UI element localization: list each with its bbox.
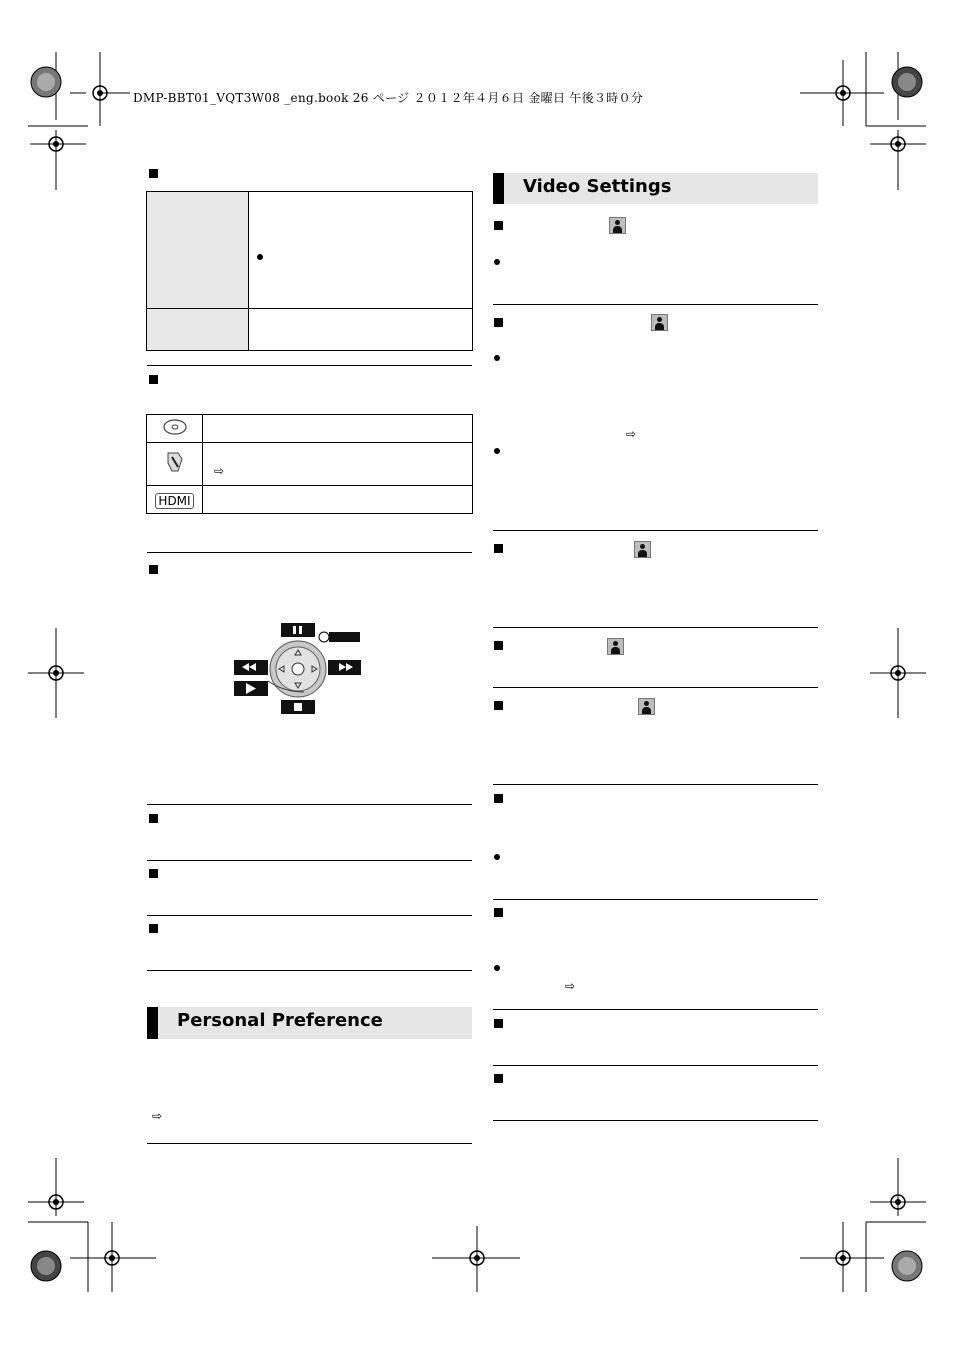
section-accent [493, 173, 504, 204]
output-desc-cell [203, 415, 473, 443]
person-icon [638, 698, 655, 715]
person-icon [609, 217, 626, 234]
output-icon-cell [147, 443, 203, 486]
bullet-dot [494, 259, 500, 265]
arrow-right-icon: ⇨ [214, 464, 225, 478]
arrow-right-icon: ⇨ [152, 1109, 163, 1123]
pause-button [281, 623, 315, 637]
divider [493, 899, 818, 900]
bullet-square [149, 565, 158, 574]
divider [493, 784, 818, 785]
bullet-square [149, 924, 158, 933]
disc-icon [162, 417, 188, 437]
bullet-square [494, 318, 503, 327]
table1-label-cell [147, 192, 249, 309]
bullet-square [149, 169, 158, 178]
table1-label-cell [147, 309, 249, 351]
bullet-square [149, 869, 158, 878]
divider [147, 552, 472, 553]
personal-preference-header [147, 1007, 472, 1039]
divider [147, 860, 472, 861]
divider [493, 1009, 818, 1010]
book-header: DMP-BBT01_VQT3W08 _eng.book 26 ページ ２０１２年４月６日 金曜日 午後３時０分 [133, 91, 644, 105]
arrow-right-icon: ⇨ [626, 427, 637, 441]
section-accent [147, 1007, 158, 1039]
bullet-square [149, 814, 158, 823]
divider [147, 804, 472, 805]
section-title: Personal Preference [177, 1010, 383, 1031]
bullet-square [494, 641, 503, 650]
divider [493, 1120, 818, 1121]
bullet-square [494, 1074, 503, 1083]
arrow-right-icon: ⇨ [565, 979, 576, 993]
divider [493, 627, 818, 628]
settings-table-1 [146, 191, 473, 351]
divider [147, 970, 472, 971]
bullet-square [494, 221, 503, 230]
bullet-square [494, 701, 503, 710]
divider [493, 304, 818, 305]
table1-value-cell [249, 192, 473, 309]
bullet-square [149, 375, 158, 384]
bullet-dot [494, 854, 500, 860]
output-icon-cell [147, 486, 203, 514]
output-table [146, 414, 473, 514]
hdmi-icon: HDMI [155, 493, 193, 509]
settings-wrench-icon [164, 449, 186, 475]
divider [147, 915, 472, 916]
remote-control-illustration [232, 620, 364, 716]
bullet-dot [494, 965, 500, 971]
divider [147, 365, 472, 366]
divider [493, 1065, 818, 1066]
table1-value-cell [249, 309, 473, 351]
bullet-dot [494, 448, 500, 454]
divider [147, 1143, 472, 1144]
divider [493, 687, 818, 688]
bullet-square [494, 794, 503, 803]
bullet-dot [257, 254, 263, 260]
bullet-square [494, 544, 503, 553]
output-icon-cell [147, 415, 203, 443]
bullet-square [494, 1019, 503, 1028]
output-desc-cell [203, 443, 473, 486]
video-settings-header [493, 173, 818, 204]
bullet-square [494, 908, 503, 917]
person-icon [651, 314, 668, 331]
person-icon [634, 541, 651, 558]
divider [493, 530, 818, 531]
bullet-dot [494, 355, 500, 361]
output-desc-cell [203, 486, 473, 514]
person-icon [607, 638, 624, 655]
section-title: Video Settings [523, 176, 672, 197]
